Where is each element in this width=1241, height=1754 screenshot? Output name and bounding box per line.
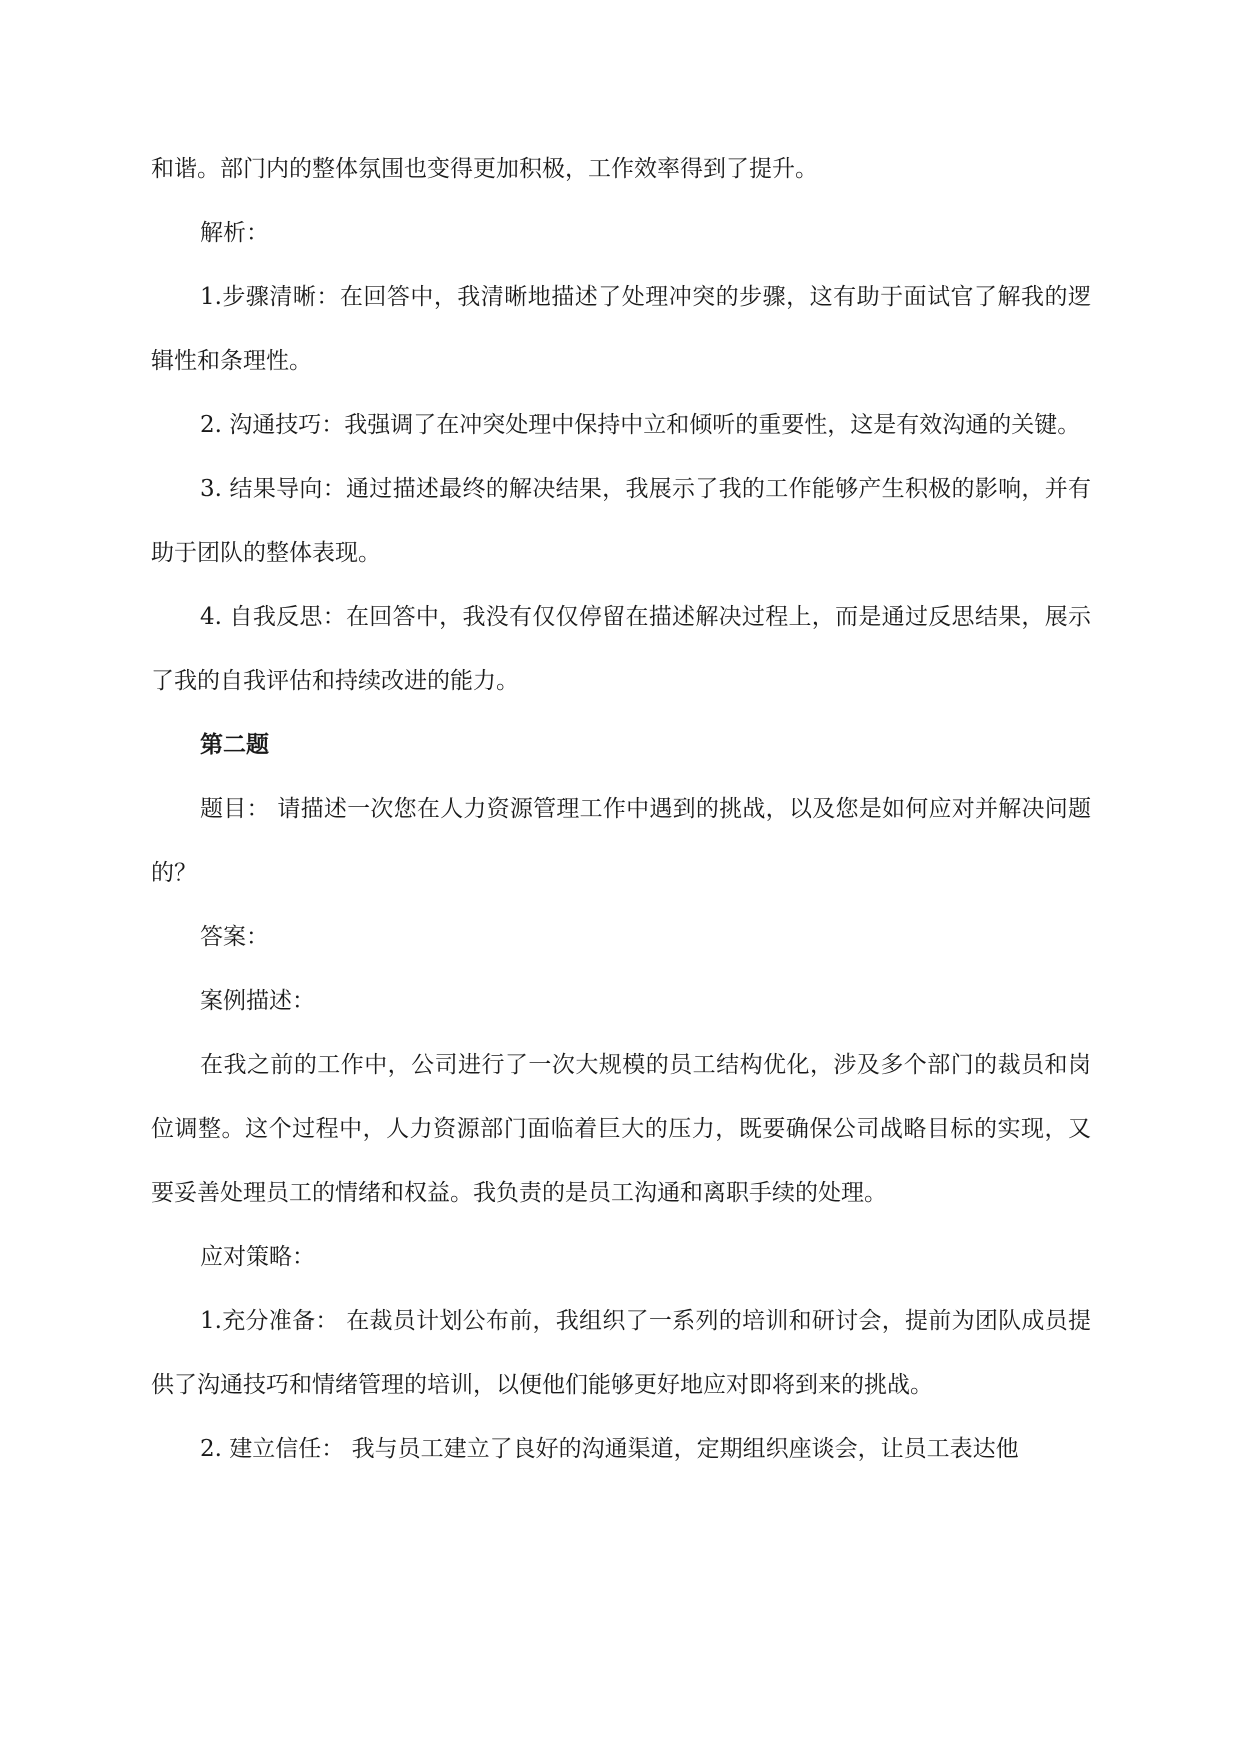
analysis-point-2: 2. 沟通技巧：我强调了在冲突处理中保持中立和倾听的重要性，这是有效沟通的关键。 — [200, 412, 1081, 438]
analysis-label: 解析： — [200, 220, 269, 246]
case-description-label: 案例描述： — [200, 988, 315, 1014]
strategy-point-1: 1.充分准备： 在裁员计划公布前，我组织了一系列的培训和研讨会，提前为团队成员提供了沟通技巧和情绪管理的培训，以便他们能够更好地应对即将到来的挑战。 — [151, 1308, 1091, 1398]
analysis-point-1: 1.步骤清晰：在回答中，我清晰地描述了处理冲突的步骤，这有助于面试官了解我的逻辑性和条理性。 — [151, 284, 1091, 374]
question-2-heading: 第二题 — [200, 731, 269, 758]
answer-label: 答案： — [200, 924, 269, 950]
analysis-point-3: 3. 结果导向：通过描述最终的解决结果，我展示了我的工作能够产生积极的影响，并有助于团队的整体表现。 — [151, 476, 1091, 566]
case-description-text: 在我之前的工作中，公司进行了一次大规模的员工结构优化，涉及多个部门的裁员和岗位调整。这个过程中，人力资源部门面临着巨大的压力，既要确保公司战略目标的实现，又要妥善处理员工的情绪和权益。我负责的是员工沟通和离职手续的处理。 — [151, 1052, 1091, 1206]
strategy-point-2: 2. 建立信任： 我与员工建立了良好的沟通渠道，定期组织座谈会，让员工表达他 — [200, 1436, 1019, 1462]
document-body — [151, 137, 1091, 1481]
strategy-label: 应对策略： — [200, 1244, 315, 1270]
analysis-point-4: 4. 自我反思：在回答中，我没有仅仅停留在描述解决过程上，而是通过反思结果，展示了我的自我评估和持续改进的能力。 — [151, 604, 1091, 694]
paragraph-continuation: 和谐。部门内的整体氛围也变得更加积极，工作效率得到了提升。 — [151, 156, 818, 182]
question-2-prompt: 题目： 请描述一次您在人力资源管理工作中遇到的挑战，以及您是如何应对并解决问题的？ — [151, 796, 1091, 886]
